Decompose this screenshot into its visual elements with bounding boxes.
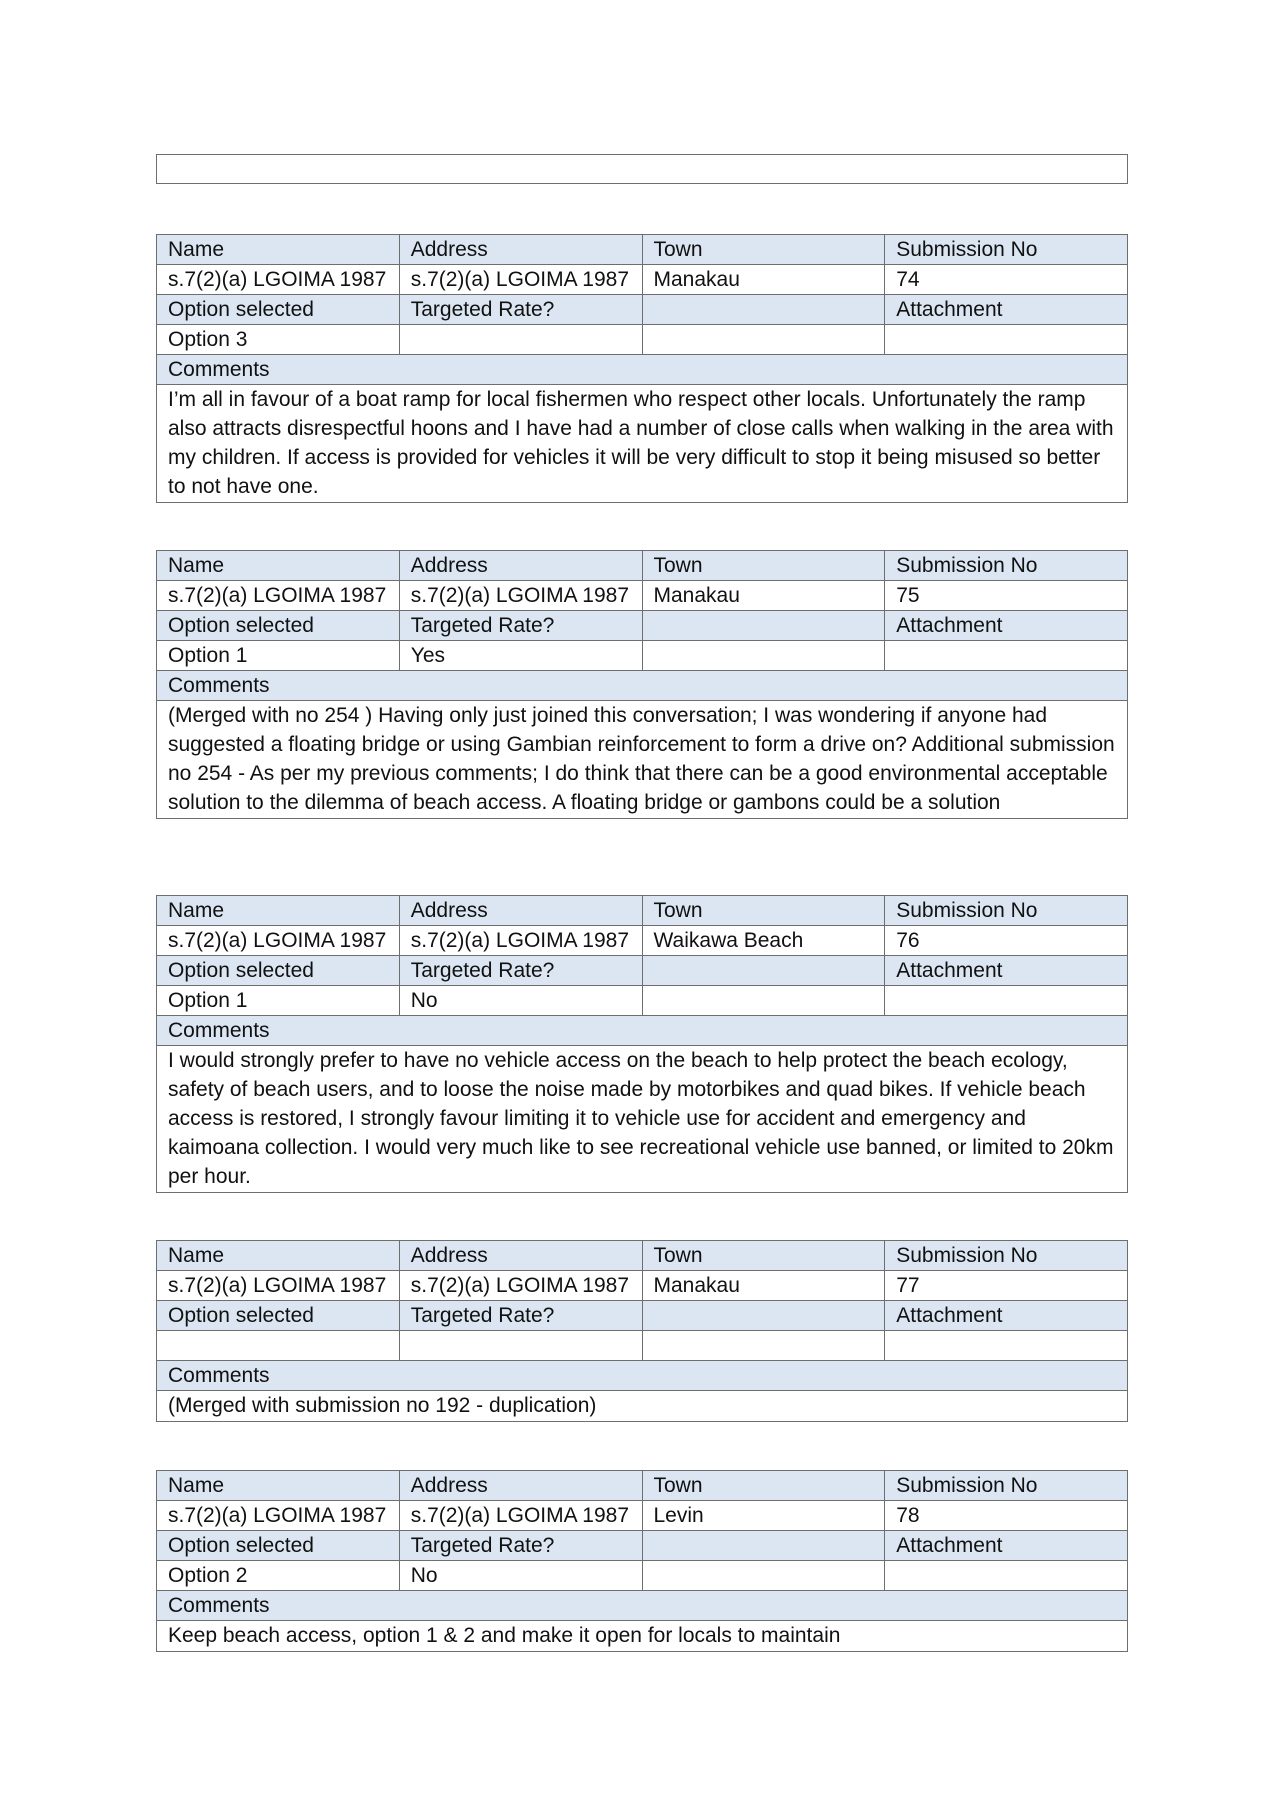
address-value: s.7(2)(a) LGOIMA 1987 (399, 581, 642, 611)
name-label: Name (157, 235, 400, 265)
town-value: Manakau (642, 581, 885, 611)
attachment-value (885, 641, 1128, 671)
comments-header-row (157, 355, 1128, 385)
targeted-rate-value (399, 1331, 642, 1361)
comments-header-row (157, 1361, 1128, 1391)
options-row (157, 1331, 1128, 1361)
address-value: s.7(2)(a) LGOIMA 1987 (399, 1271, 642, 1301)
comment-text: (Merged with submission no 192 - duplication) (157, 1391, 1128, 1422)
option-value (157, 1331, 400, 1361)
attachment-value (885, 1561, 1128, 1591)
attachment-value (885, 1331, 1128, 1361)
details-row (157, 926, 1128, 956)
submission-table (156, 1240, 1128, 1422)
address-label: Address (399, 235, 642, 265)
header-row (157, 1471, 1128, 1501)
submission-no-label: Submission No (885, 896, 1128, 926)
empty-cell (642, 986, 885, 1016)
submission-table (156, 1470, 1128, 1652)
submission-table (156, 234, 1128, 503)
options-row (157, 1561, 1128, 1591)
targeted-rate-value: No (399, 986, 642, 1016)
submission-no-label: Submission No (885, 551, 1128, 581)
town-label: Town (642, 235, 885, 265)
comments-label: Comments (157, 1591, 1128, 1621)
name-value: s.7(2)(a) LGOIMA 1987 (157, 265, 400, 295)
attachment-label: Attachment (885, 611, 1128, 641)
targeted-rate-label: Targeted Rate? (399, 295, 642, 325)
town-label: Town (642, 896, 885, 926)
name-value: s.7(2)(a) LGOIMA 1987 (157, 926, 400, 956)
name-value: s.7(2)(a) LGOIMA 1987 (157, 581, 400, 611)
attachment-value (885, 325, 1128, 355)
empty-cell (642, 1331, 885, 1361)
comments-header-row (157, 1016, 1128, 1046)
empty-header-cell (642, 1531, 885, 1561)
options-row (157, 986, 1128, 1016)
empty-cell (642, 325, 885, 355)
option-selected-label: Option selected (157, 1301, 400, 1331)
town-label: Town (642, 1241, 885, 1271)
option-selected-label: Option selected (157, 1531, 400, 1561)
name-label: Name (157, 1471, 400, 1501)
address-value: s.7(2)(a) LGOIMA 1987 (399, 1501, 642, 1531)
comments-row (157, 1621, 1128, 1652)
targeted-rate-label: Targeted Rate? (399, 611, 642, 641)
comments-header-row (157, 671, 1128, 701)
town-value: Manakau (642, 265, 885, 295)
empty-header-box (156, 154, 1128, 184)
comments-label: Comments (157, 671, 1128, 701)
address-value: s.7(2)(a) LGOIMA 1987 (399, 926, 642, 956)
attachment-value (885, 986, 1128, 1016)
targeted-rate-label: Targeted Rate? (399, 1301, 642, 1331)
targeted-rate-value: Yes (399, 641, 642, 671)
empty-cell (642, 1561, 885, 1591)
option-selected-label: Option selected (157, 295, 400, 325)
town-label: Town (642, 551, 885, 581)
name-value: s.7(2)(a) LGOIMA 1987 (157, 1271, 400, 1301)
submission-no-value: 75 (885, 581, 1128, 611)
submission-no-label: Submission No (885, 1241, 1128, 1271)
submission-no-value: 77 (885, 1271, 1128, 1301)
details-row (157, 1271, 1128, 1301)
targeted-rate-label: Targeted Rate? (399, 956, 642, 986)
header-row (157, 551, 1128, 581)
name-label: Name (157, 551, 400, 581)
comment-text: I would strongly prefer to have no vehicle access on the beach to help protect the beach ecology, safety of beach users, and to loose the noise made by motorbikes and quad bikes. If vehicle beach access is restored, I strongly favour limiting it to vehicle use for accident and emergency and kaimoana collection. I would very much like to see recreational vehicle use banned, or limited to 20km per hour. (157, 1046, 1128, 1193)
options-header-row (157, 295, 1128, 325)
attachment-label: Attachment (885, 1301, 1128, 1331)
comments-header-row (157, 1591, 1128, 1621)
targeted-rate-value: No (399, 1561, 642, 1591)
details-row (157, 581, 1128, 611)
header-row (157, 896, 1128, 926)
town-value: Manakau (642, 1271, 885, 1301)
comments-label: Comments (157, 1016, 1128, 1046)
attachment-label: Attachment (885, 295, 1128, 325)
comments-label: Comments (157, 1361, 1128, 1391)
name-label: Name (157, 1241, 400, 1271)
address-value: s.7(2)(a) LGOIMA 1987 (399, 265, 642, 295)
town-label: Town (642, 1471, 885, 1501)
comments-label: Comments (157, 355, 1128, 385)
options-row (157, 641, 1128, 671)
option-value: Option 1 (157, 641, 400, 671)
options-header-row (157, 611, 1128, 641)
header-row (157, 1241, 1128, 1271)
attachment-label: Attachment (885, 956, 1128, 986)
submission-no-value: 76 (885, 926, 1128, 956)
comments-row (157, 701, 1128, 819)
empty-header-cell (642, 956, 885, 986)
details-row (157, 265, 1128, 295)
submission-no-value: 78 (885, 1501, 1128, 1531)
options-row (157, 325, 1128, 355)
comment-text: Keep beach access, option 1 & 2 and make it open for locals to maintain (157, 1621, 1128, 1652)
comments-row (157, 385, 1128, 503)
empty-header-cell (642, 295, 885, 325)
option-value: Option 1 (157, 986, 400, 1016)
address-label: Address (399, 1471, 642, 1501)
targeted-rate-value (399, 325, 642, 355)
comment-text: (Merged with no 254 ) Having only just joined this conversation; I was wondering if anyone had suggested a floating bridge or using Gambian reinforcement to form a drive on? Additional submission no 254 - As per my previous comments; I do think that there can be a good environmental acceptable solution to the dilemma of beach access. A floating bridge or gambons could be a solution (157, 701, 1128, 819)
town-value: Levin (642, 1501, 885, 1531)
options-header-row (157, 956, 1128, 986)
details-row (157, 1501, 1128, 1531)
submission-no-label: Submission No (885, 235, 1128, 265)
targeted-rate-label: Targeted Rate? (399, 1531, 642, 1561)
empty-header-cell (642, 611, 885, 641)
submission-table (156, 895, 1128, 1193)
town-value: Waikawa Beach (642, 926, 885, 956)
address-label: Address (399, 551, 642, 581)
option-value: Option 3 (157, 325, 400, 355)
address-label: Address (399, 896, 642, 926)
address-label: Address (399, 1241, 642, 1271)
submission-no-value: 74 (885, 265, 1128, 295)
options-header-row (157, 1531, 1128, 1561)
option-value: Option 2 (157, 1561, 400, 1591)
comments-row (157, 1391, 1128, 1422)
submission-table (156, 550, 1128, 819)
comment-text: I’m all in favour of a boat ramp for local fishermen who respect other locals. Unfortunately the ramp also attracts disrespectful hoons and I have had a number of close calls when walking in the area with my children. If access is provided for vehicles it will be very difficult to stop it being misused so better to not have one. (157, 385, 1128, 503)
attachment-label: Attachment (885, 1531, 1128, 1561)
empty-cell (642, 641, 885, 671)
submission-no-label: Submission No (885, 1471, 1128, 1501)
option-selected-label: Option selected (157, 611, 400, 641)
option-selected-label: Option selected (157, 956, 400, 986)
empty-header-cell (642, 1301, 885, 1331)
options-header-row (157, 1301, 1128, 1331)
name-value: s.7(2)(a) LGOIMA 1987 (157, 1501, 400, 1531)
name-label: Name (157, 896, 400, 926)
comments-row (157, 1046, 1128, 1193)
header-row (157, 235, 1128, 265)
